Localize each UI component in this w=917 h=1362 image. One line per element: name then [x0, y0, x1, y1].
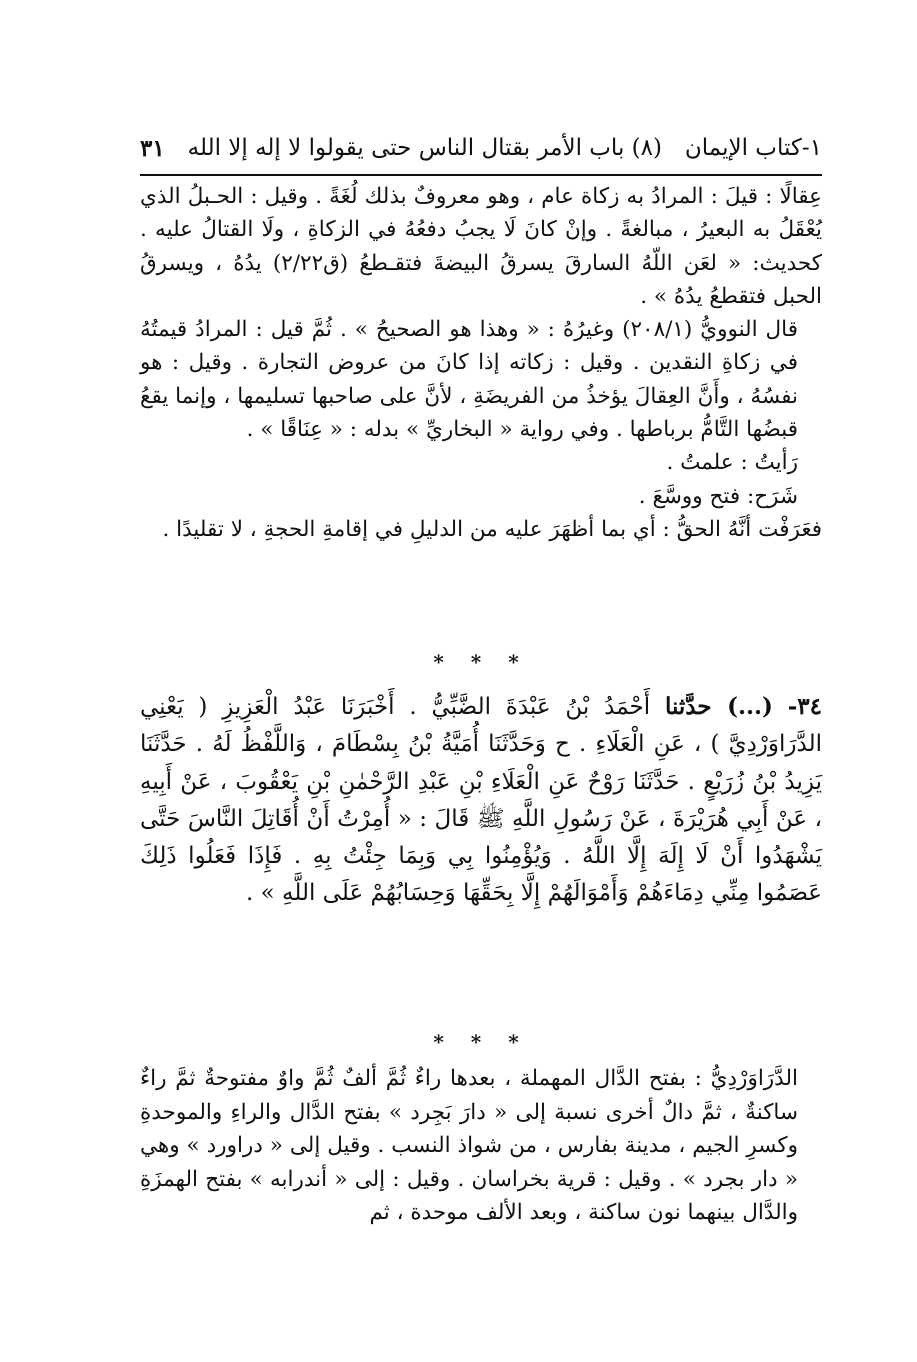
hadith-text: أَحْمَدُ بْنُ عَبْدَةَ الضَّبِّيُّ . أَخْبَرَنَا عَبْدُ الْعَزِيزِ ( يَعْنِي الدَّرَاوَرْدِيَّ ) ، عَنِ الْعَلَاءِ . ح وَحَدَّثَنَا أُمَيَّةُ بْنُ بِسْطَامَ ، وَاللَّفْظُ لَهُ . حَدَّثَنَا يَزِيدُ بْنُ زُرَيْعٍ . حَدَّثَنَا رَوْحٌ عَنِ الْعَلَاءِ بْنِ عَبْدِ الرَّحْمٰنِ بْنِ يَعْقُوبَ ، عَنْ أَبِيهِ ، عَنْ أَبِي هُرَيْرَةَ ، عَنْ رَسُولِ اللَّهِ ﷺ قَالَ : « أُمِرْتُ أَنْ أُقَاتِلَ النَّاسَ حَتَّى يَشْهَدُوا أَنْ لَا إِلَهَ إِلَّا اللَّهُ . وَيُؤْمِنُوا بِي وَبِمَا جِئْتُ بِهِ . فَإِذَا فَعَلُوا ذَلِكَ عَصَمُوا مِنِّي دِمَاءَهُمْ وَأَمْوَالَهُمْ إِلَّا بِحَقِّهَا وَحِسَابُهُمْ عَلَى اللَّهِ » . — [140, 694, 822, 907]
commentary-gloss: فعَرَفْت أنَّهُ الحقُّ : أي بما أظهَرَ عليه من الدليلِ في إقامةِ الحجةِ ، لا تقليدًا . — [162, 516, 822, 542]
notes-block — [140, 1062, 822, 1230]
chapter-title: ١-كتاب الإيمان — [684, 135, 822, 161]
hadith-lead: (...) حدَّثنا — [664, 693, 773, 720]
commentary-block — [140, 180, 822, 546]
commentary-paragraph: عِقالًا : قيلَ : المرادُ به زكاة عام ، وهو معروفٌ بذلك لُغَةً . وقيل : الحـبلُ الذي يُعْقَلُ به البعيرُ ، مبالغةً . وإنْ كانَ لَا يجبُ دفعُهُ في الزكاةِ ، ولَا القتالُ عليه . كحديث: « لعَن اللّهُ السارقَ يسرقُ البيضةَ فتقـطعُ (ق٢/٢٢) يدُهُ ، ويسرقُ الحبل فتقطعُ يدُهُ » . — [140, 184, 822, 309]
commentary-paragraph: قال النوويُّ (٢٠٨/١) وغيرُهُ : « وهذا هو الصحيحُ » . ثُمَّ قيل : المرادُ قيمتُهُ في زكاةِ النقدين . وقيل : زكاته إذا كانَ من عروض التجارة . وقيل : هو نفسُهُ ، وأَنَّ العِقالَ يؤخذُ من الفريضَةِ ، لأنَّ على صاحبها تسليمها ، وإنما يقعُ قبضُها التَّامُّ برباطها . وفي رواية « البخاريِّ » بدله : « عِنَاقًا » . — [140, 317, 798, 443]
page-number: ٣١ — [140, 134, 165, 162]
section-separator: * * * — [433, 1030, 529, 1054]
hadith-block — [140, 688, 822, 913]
hadith-number: ٣٤- — [787, 693, 822, 720]
notes-paragraph: الدَّرَاوَرْدِيُّ : بفتح الدَّال المهملة ، بعدها راءٌ ثُمَّ ألفٌ ثُمَّ واوٌ مفتوحةٌ ثمَّ راءٌ ساكنةٌ ، ثمَّ دالٌ أخرى نسبة إلى « دارَ بَجِرد » بفتح الدَّال والراءِ والموحدةِ وكسرِ الجيم ، مدينة بفارس ، من شواذ النسب . وقيل إلى « دراورد » وهي « دار بجرد » . وقيل : قرية بخراسان . وقيل : إلى « أندرابه » بفتح الهمزَةِ والدَّال بينهما نون ساكنة ، وبعد الألف موحدة ، ثم — [140, 1066, 798, 1226]
running-header — [140, 128, 822, 176]
commentary-gloss: شَرَح: فتح ووسَّعَ . — [638, 483, 798, 509]
commentary-gloss: رَأيتُ : علمتُ . — [666, 450, 798, 476]
section-title: (٨) باب الأمر بقتال الناس حتى يقولوا لا إله إلا الله — [187, 135, 662, 161]
section-separator: * * * — [433, 650, 529, 674]
hadith-paragraph — [140, 688, 822, 913]
